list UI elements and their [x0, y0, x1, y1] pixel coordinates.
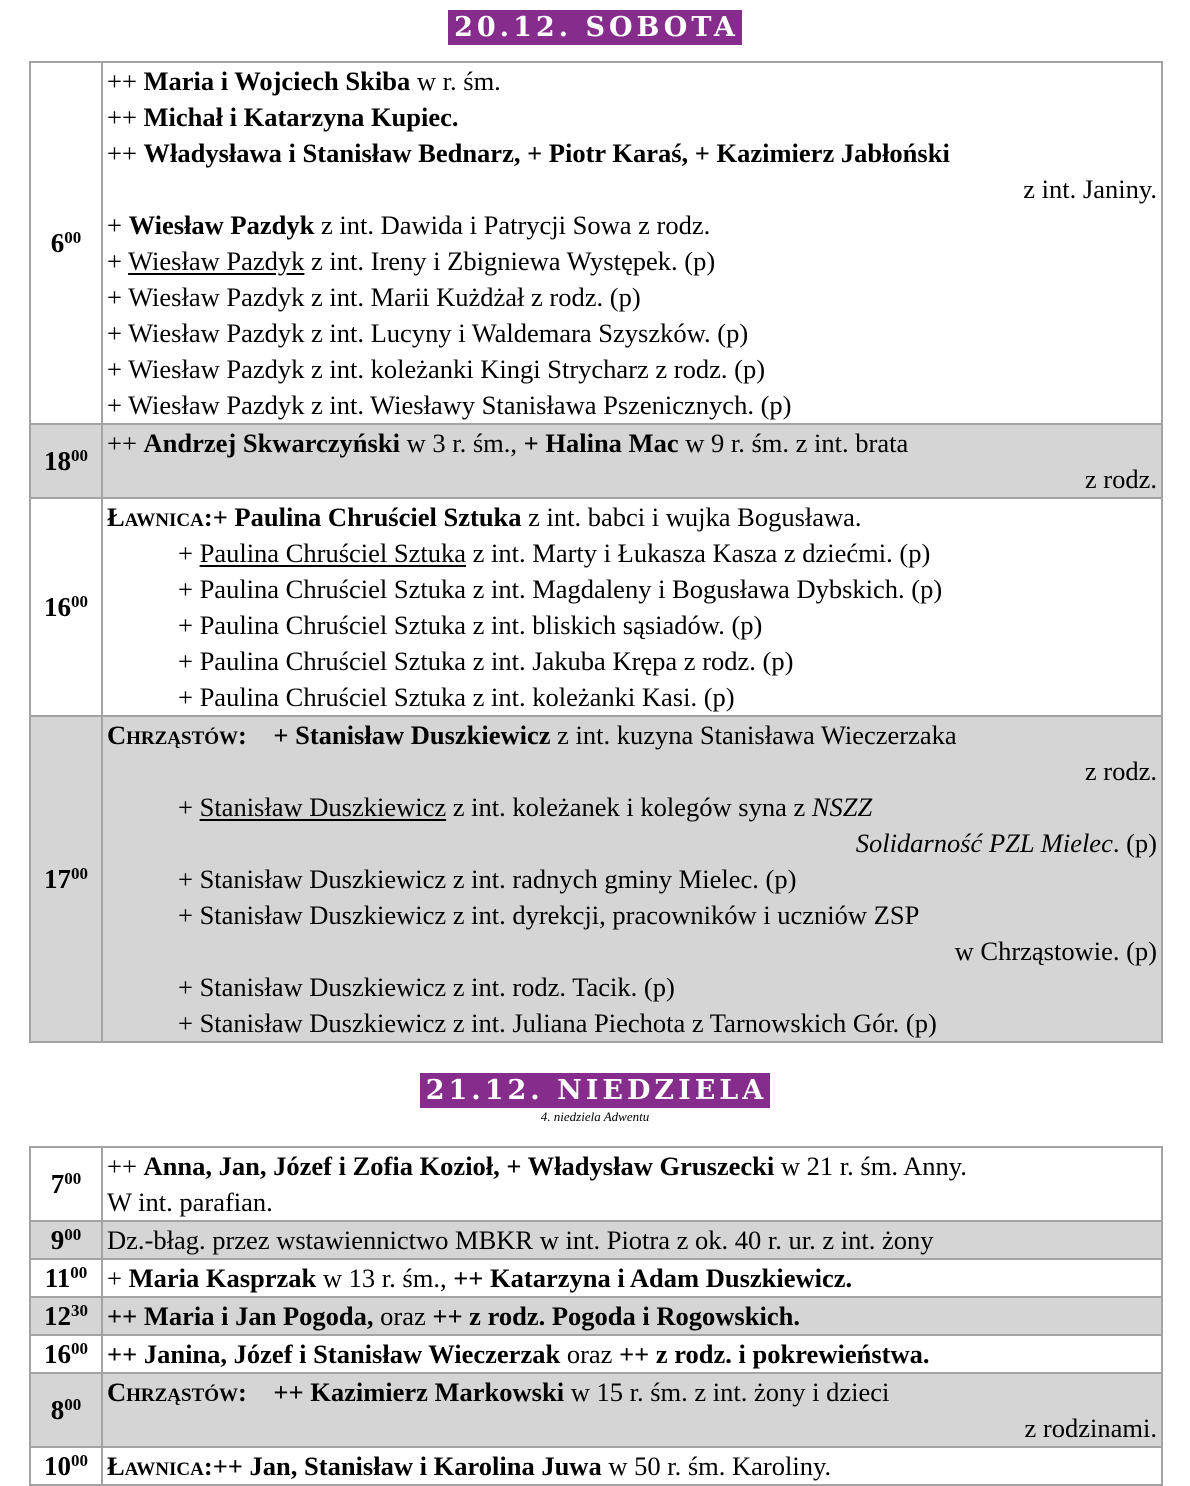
intention-text: + Halina Mac: [523, 428, 679, 458]
intention-text: ++: [107, 1151, 144, 1181]
intention-line: [107, 1005, 1157, 1041]
location-label: Chrząstów:: [107, 1377, 247, 1407]
intention-line: [107, 753, 1157, 789]
intention-text: z int. Janiny.: [1023, 174, 1157, 204]
location-label: Ławnica:: [107, 1451, 213, 1481]
intention-text: z int. koleżanek i kolegów syna z: [446, 792, 812, 822]
mass-time: [30, 1259, 102, 1297]
intention-text: z int. kuzyna Stanisława Wieczerzaka: [550, 720, 957, 750]
intention-text: +: [107, 210, 129, 240]
intention-text: + Stanisław Duszkiewicz z int. rodz. Tacik. (p): [178, 972, 675, 1002]
mass-intentions: [102, 716, 1162, 1042]
intention-text: Anna, Jan, Józef i Zofia Kozioł, + Władysław Gruszecki: [143, 1151, 775, 1181]
intention-line: [107, 351, 1157, 387]
mass-time-hour: 6: [50, 228, 65, 258]
intention-text: ++: [107, 428, 144, 458]
schedule-table-saturday: [29, 61, 1163, 1043]
intention-text: ++: [107, 66, 144, 96]
intention-text: ++ Katarzyna i Adam Duszkiewicz.: [453, 1263, 853, 1293]
intention-text: + Paulina Chruściel Sztuka z int. Magdaleny i Bogusława Dybskich. (p): [178, 574, 943, 604]
mass-time-minutes: 00: [64, 1169, 82, 1188]
intention-text: w 15 r. śm. z int. żony i dzieci: [564, 1377, 890, 1407]
intention-line: [107, 1336, 1157, 1372]
intention-text: NSZZ: [811, 792, 873, 822]
mass-row: [30, 1147, 1162, 1221]
location-label: Chrząstów:: [107, 720, 247, 750]
intention-line: [107, 243, 1157, 279]
intention-line: [107, 679, 1157, 715]
intention-line: [107, 1148, 1157, 1184]
intention-text: +: [178, 792, 200, 822]
intention-line: [107, 789, 1157, 825]
mass-time-minutes: 00: [64, 1395, 82, 1414]
intention-line: [107, 387, 1157, 423]
intention-line: [107, 461, 1157, 497]
mass-time-minutes: 00: [71, 592, 88, 611]
intention-text: z rodz.: [1084, 464, 1157, 494]
intention-text: z rodzinami.: [1024, 1413, 1157, 1443]
intention-text: Wiesław Pazdyk: [128, 210, 315, 240]
intention-text: ++ Janina, Józef i Stanisław Wieczerzak: [107, 1339, 561, 1369]
intention-text: Andrzej Skwarczyński: [143, 428, 400, 458]
intention-line: [107, 1298, 1157, 1334]
mass-time: [30, 1147, 102, 1221]
intention-text: z int. babci i wujka Bogusława.: [521, 502, 862, 532]
mass-time: [30, 1221, 102, 1259]
mass-time-minutes: 00: [70, 1263, 88, 1282]
intention-line: [107, 861, 1157, 897]
intention-text: + Paulina Chruściel Sztuka z int. koleżanki Kasi. (p): [178, 682, 735, 712]
mass-time-hour: 9: [50, 1225, 65, 1255]
intention-text: + Paulina Chruściel Sztuka z int. Jakuba Krępa z rodz. (p): [178, 646, 794, 676]
intention-line: [107, 135, 1157, 171]
intention-text: w 9 r. śm. z int. brata: [678, 428, 909, 458]
mass-intentions: [102, 1297, 1162, 1335]
intention-line: [107, 425, 1157, 461]
mass-time-minutes: 30: [71, 1301, 88, 1320]
intention-text: + Stanisław Duszkiewicz: [273, 720, 551, 750]
mass-time-minutes: 00: [71, 864, 88, 883]
mass-time-hour: 7: [50, 1169, 65, 1199]
mass-time-hour: 17: [44, 864, 71, 894]
intention-line: [107, 571, 1157, 607]
mass-time: [30, 424, 102, 498]
intention-text: ++ z rodz. i pokrewieństwa.: [619, 1339, 930, 1369]
intention-text: w Chrząstowie. (p): [954, 936, 1157, 966]
mass-row: [30, 1335, 1162, 1373]
intention-line: [107, 63, 1157, 99]
intention-text: W int. parafian.: [107, 1187, 273, 1217]
mass-row: [30, 62, 1162, 424]
mass-time-hour: 10: [44, 1451, 71, 1481]
mass-time-minutes: 00: [71, 446, 88, 465]
mass-intentions: [102, 424, 1162, 498]
intention-text: + Stanisław Duszkiewicz z int. radnych gminy Mielec. (p): [178, 864, 797, 894]
mass-time-hour: 11: [44, 1263, 71, 1293]
intention-text: ++ Maria i Jan Pogoda,: [107, 1301, 374, 1331]
intention-line: [107, 897, 1157, 933]
intention-text: w 3 r. śm.,: [399, 428, 524, 458]
intention-line: [107, 99, 1157, 135]
mass-time: [30, 62, 102, 424]
intention-text: + Stanisław Duszkiewicz z int. dyrekcji, pracowników i uczniów ZSP: [178, 900, 920, 930]
mass-row: [30, 716, 1162, 1042]
mass-time: [30, 1335, 102, 1373]
mass-time-hour: 8: [50, 1395, 65, 1425]
intention-line: [107, 279, 1157, 315]
intention-text: [247, 1377, 274, 1407]
intention-text: z int. Ireny i Zbigniewa Występek. (p): [304, 246, 716, 276]
mass-row: [30, 1447, 1162, 1485]
mass-time: [30, 716, 102, 1042]
intention-line: [107, 315, 1157, 351]
intention-line: [107, 1374, 1157, 1410]
mass-time: [30, 1373, 102, 1447]
intention-line: [107, 171, 1157, 207]
intention-text: w r. śm.: [410, 66, 501, 96]
mass-intentions: [102, 62, 1162, 424]
intention-text: . (p): [1112, 828, 1157, 858]
intention-text: + Stanisław Duszkiewicz z int. Juliana Piechota z Tarnowskich Gór. (p): [178, 1008, 937, 1038]
day-title: 20.12. SOBOTA: [448, 10, 742, 45]
mass-time-hour: 16: [44, 592, 71, 622]
location-label: Ławnica:: [107, 502, 213, 532]
mass-row: [30, 1373, 1162, 1447]
mass-time-minutes: 00: [64, 1225, 82, 1244]
day-title: 21.12. NIEDZIELA: [420, 1073, 771, 1108]
intention-text: Wiesław Pazdyk: [128, 246, 305, 276]
intention-text: + Wiesław Pazdyk z int. Wiesławy Stanisława Pszenicznych. (p): [107, 390, 792, 420]
intention-text: ++ z rodz. Pogoda i Rogowskich.: [432, 1301, 800, 1331]
schedule-table-sunday: [29, 1146, 1163, 1486]
mass-time-hour: 12: [44, 1301, 71, 1331]
intention-line: [107, 1260, 1157, 1296]
intention-text: z int. Dawida i Patrycji Sowa z rodz.: [314, 210, 711, 240]
mass-time: [30, 1447, 102, 1485]
mass-row: [30, 1221, 1162, 1259]
intention-text: + Paulina Chruściel Sztuka z int. bliskich sąsiadów. (p): [178, 610, 763, 640]
mass-list: [30, 62, 1162, 1042]
day-header-sunday: [0, 1073, 1190, 1124]
intention-text: Stanisław Duszkiewicz: [199, 792, 447, 822]
mass-intentions: [102, 498, 1162, 716]
intention-text: + Wiesław Pazdyk z int. Lucyny i Waldemara Szyszków. (p): [107, 318, 749, 348]
intention-line: [107, 1184, 1157, 1220]
intention-line: [107, 825, 1157, 861]
intention-line: [107, 499, 1157, 535]
mass-time-hour: 16: [44, 1339, 71, 1369]
mass-time: [30, 498, 102, 716]
day-subtitle: 4. niedziela Adwentu: [540, 1109, 650, 1124]
intention-text: + Paulina Chruściel Sztuka: [212, 502, 522, 532]
mass-row: [30, 1259, 1162, 1297]
intention-text: z rodz.: [1084, 756, 1157, 786]
intention-text: Paulina Chruściel Sztuka: [199, 538, 467, 568]
mass-intentions: [102, 1221, 1162, 1259]
mass-row: [30, 424, 1162, 498]
intention-text: w 13 r. śm.,: [316, 1263, 454, 1293]
intention-line: [107, 1222, 1157, 1258]
intention-line: [107, 717, 1157, 753]
mass-intentions: [102, 1373, 1162, 1447]
day-header-saturday: [0, 10, 1190, 45]
intention-text: [247, 720, 274, 750]
intention-text: oraz: [560, 1339, 620, 1369]
intention-text: w 21 r. śm. Anny.: [774, 1151, 967, 1181]
mass-intentions: [102, 1447, 1162, 1485]
intention-text: ++: [107, 138, 144, 168]
intention-line: [107, 207, 1157, 243]
mass-intentions: [102, 1259, 1162, 1297]
intention-text: ++ Jan, Stanisław i Karolina Juwa: [212, 1451, 602, 1481]
mass-time-minutes: 00: [71, 1451, 88, 1470]
intention-line: [107, 535, 1157, 571]
mass-intentions: [102, 1335, 1162, 1373]
mass-row: [30, 498, 1162, 716]
mass-intentions: [102, 1147, 1162, 1221]
intention-line: [107, 1448, 1157, 1484]
intention-text: w 50 r. śm. Karoliny.: [601, 1451, 832, 1481]
intention-line: [107, 643, 1157, 679]
intention-text: Michał i Katarzyna Kupiec.: [143, 102, 459, 132]
intention-text: Władysława i Stanisław Bednarz, + Piotr Karaś, + Kazimierz Jabłoński: [143, 138, 950, 168]
intention-line: [107, 607, 1157, 643]
intention-text: Maria Kasprzak: [128, 1263, 317, 1293]
mass-row: [30, 1297, 1162, 1335]
intention-text: +: [107, 246, 129, 276]
intention-text: ++: [107, 102, 144, 132]
mass-time-minutes: 00: [71, 1339, 88, 1358]
intention-text: Solidarność PZL Mielec: [855, 828, 1113, 858]
intention-text: +: [178, 538, 200, 568]
intention-text: +: [107, 1263, 129, 1293]
mass-time: [30, 1297, 102, 1335]
intention-text: Dz.-błag. przez wstawiennictwo MBKR w int. Piotra z ok. 40 r. ur. z int. żony: [107, 1225, 934, 1255]
intention-text: + Wiesław Pazdyk z int. Marii Kużdżał z rodz. (p): [107, 282, 641, 312]
mass-time-minutes: 00: [64, 228, 82, 247]
mass-list: [30, 1147, 1162, 1485]
intention-line: [107, 969, 1157, 1005]
intention-text: Maria i Wojciech Skiba: [143, 66, 411, 96]
intention-text: ++ Kazimierz Markowski: [273, 1377, 565, 1407]
intention-text: + Wiesław Pazdyk z int. koleżanki Kingi Strycharz z rodz. (p): [107, 354, 766, 384]
intention-text: oraz: [373, 1301, 433, 1331]
intention-line: [107, 933, 1157, 969]
intention-line: [107, 1410, 1157, 1446]
mass-time-hour: 18: [44, 446, 71, 476]
intention-text: z int. Marty i Łukasza Kasza z dziećmi. (p): [466, 538, 931, 568]
